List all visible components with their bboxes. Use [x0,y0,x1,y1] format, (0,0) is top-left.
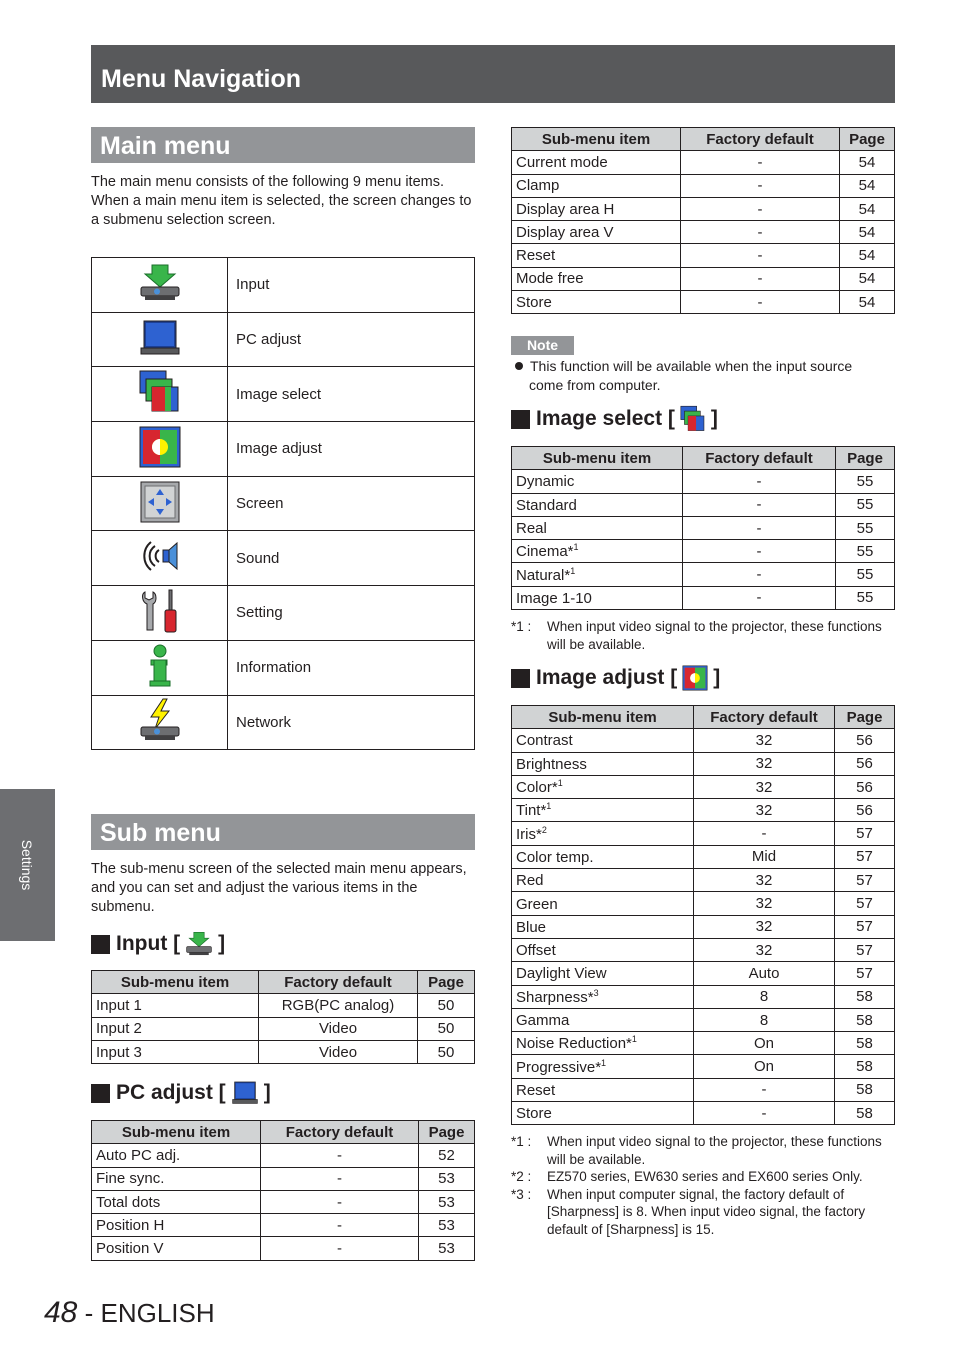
cell-page: 58 [835,1078,895,1101]
table-row [512,1055,895,1078]
sub-menu-description: The sub-menu screen of the selected main menu appears, and you can set and adjust the various items in the submenu. [91,861,467,915]
cell-item [512,915,694,938]
cell-page: 54 [840,221,895,244]
cell-item-text: Noise Reduction* [516,1035,632,1053]
pc-adjust-section-close: ] [263,1081,271,1104]
cell-default: - [681,197,840,220]
cell-default: - [681,174,840,197]
col-sub-menu-item: Sub-menu item [512,706,694,729]
side-tab-settings[interactable] [0,789,55,941]
cell-default: 32 [694,869,835,892]
cell-item-text: Store [516,1105,552,1123]
image-adjust-section-close: ] [713,666,721,689]
table-row [512,540,895,563]
cell-item-sup: 1 [631,1034,637,1045]
cell-page: 53 [419,1237,475,1260]
sub-menu-title: Sub menu [91,814,475,850]
image-select-footnote [511,618,895,653]
main-menu-label-network: Network [228,695,475,750]
col-sub-menu-item: Sub-menu item [92,971,259,994]
cell-item [512,729,694,752]
input-section-title: Input [ [116,932,181,955]
main-menu-row-setting[interactable] [92,586,475,641]
cell-default: 32 [694,775,835,798]
cell-page: 53 [419,1167,475,1190]
cell-page: 57 [835,822,895,845]
image-select-section-title: Image select [ [536,407,675,430]
pc-adjust-icon [230,1080,260,1106]
main-menu-label-setting: Setting [228,586,475,641]
footer-language: - ENGLISH [84,1298,215,1328]
cell-item [512,892,694,915]
cell-page: 56 [835,799,895,822]
cell-item: Store [512,291,681,314]
cell-default: Video [259,1040,418,1063]
cell-default: - [261,1144,419,1167]
table-row [512,845,895,868]
table-row [512,869,895,892]
cell-page: 55 [836,493,895,516]
cell-page: 55 [836,563,895,586]
table-row [92,1167,475,1190]
table-row [92,1017,475,1040]
note-text [511,357,881,395]
col-factory-default: Factory default [261,1121,419,1144]
setting-icon [92,586,228,641]
cell-item [512,1032,694,1055]
cell-page: 57 [835,962,895,985]
main-menu-label-information: Information [228,640,475,695]
cell-item: Current mode [512,151,681,174]
cell-page: 55 [836,540,895,563]
footnote-text: When input video signal to the projector, these functions will be available. [547,619,882,652]
cell-item [512,586,683,609]
footnote-mark: *3 : [511,1186,532,1202]
col-factory-default: Factory default [683,447,836,470]
cell-item-text: Green [516,895,558,913]
header-bar [91,45,895,103]
table-row [512,1102,895,1125]
main-menu-label-image-select: Image select [228,367,475,422]
cell-default: Auto [694,962,835,985]
image-select-table [511,446,895,610]
table-row [512,151,895,174]
main-menu-row-screen[interactable] [92,476,475,531]
input-icon [92,258,228,313]
image-adjust-footnotes [511,1133,895,1238]
pc-adjust-continued-table [511,127,895,314]
image-adjust-table [511,705,895,1125]
cell-default: - [683,586,836,609]
footnote-mark: *2 : [511,1169,532,1184]
cell-item-sup: 2 [541,824,547,835]
cell-default: - [681,244,840,267]
cell-item: Total dots [92,1190,261,1213]
main-menu-description-2: When a main menu item is selected, the screen changes to a submenu selection screen. [91,193,472,228]
cell-item-sup: 1 [601,1057,607,1068]
input-section-heading [91,929,225,959]
table-row [512,244,895,267]
cell-item-text: Dynamic [516,473,575,491]
cell-item [512,493,683,516]
footnote-mark: *1 : [511,619,532,634]
cell-item: Position V [92,1237,261,1260]
cell-page: 54 [840,244,895,267]
cell-page: 50 [418,1040,475,1063]
image-select-section-close: ] [710,407,718,430]
table-row [512,174,895,197]
main-menu-row-pc-adjust[interactable] [92,312,475,367]
cell-page: 52 [419,1144,475,1167]
cell-default: - [683,516,836,539]
note-line-1: This function will be available when the input source [530,358,853,374]
bullet-square [511,669,530,688]
cell-item [512,799,694,822]
cell-item-sup: 1 [557,778,563,789]
cell-item-text: Reset [516,1081,556,1099]
cell-item: Clamp [512,174,681,197]
main-menu-row-network[interactable] [92,695,475,750]
col-sub-menu-item: Sub-menu item [512,447,683,470]
screen-icon [92,476,228,531]
cell-page: 57 [835,915,895,938]
cell-page: 54 [840,267,895,290]
cell-page: 58 [835,1102,895,1125]
main-menu-row-image-select[interactable] [92,367,475,422]
cell-page: 54 [840,291,895,314]
cell-item: Reset [512,244,681,267]
cell-item: Display area H [512,197,681,220]
cell-item-sup: 1 [546,801,552,812]
network-icon [92,695,228,750]
table-row [512,799,895,822]
cell-default: 32 [694,799,835,822]
image-select-section-heading [511,404,718,434]
cell-item-text: Real [516,520,547,538]
table-row [512,729,895,752]
cell-item-sup: 3 [593,987,599,998]
cell-item: Input 3 [92,1040,259,1063]
cell-default: - [683,493,836,516]
cell-default: - [694,1102,835,1125]
page-footer [44,1296,215,1330]
cell-page: 57 [835,892,895,915]
cell-item-text: Iris* [516,825,542,843]
cell-item-text: Blue [516,918,547,936]
information-icon [92,640,228,695]
cell-item-text: Tint* [516,802,547,820]
footnote-mark: *1 : [511,1134,532,1149]
cell-page: 56 [835,752,895,775]
cell-default: Video [259,1017,418,1040]
col-sub-menu-item: Sub-menu item [92,1121,261,1144]
cell-default: - [261,1167,419,1190]
table-row [512,221,895,244]
page-title: Menu Navigation [101,65,302,93]
cell-page: 55 [836,586,895,609]
cell-item: Input 2 [92,1017,259,1040]
note-line-2: come from computer. [529,377,661,393]
cell-page: 54 [840,197,895,220]
table-row [512,938,895,961]
main-menu-label-image-adjust: Image adjust [228,422,475,477]
cell-default: On [694,1055,835,1078]
cell-item-text: Contrast [516,732,573,750]
cell-default: 32 [694,729,835,752]
cell-page: 58 [835,985,895,1008]
cell-item [512,938,694,961]
table-row [92,1144,475,1167]
cell-item: Position H [92,1214,261,1237]
image-select-icon [92,367,228,422]
main-menu-label-sound: Sound [228,531,475,586]
table-row [512,892,895,915]
table-row [512,470,895,493]
image-adjust-icon [681,664,709,692]
table-row [92,1237,475,1260]
cell-item-text: Daylight View [516,965,607,983]
cell-item-text: Cinema* [516,543,574,561]
cell-default: - [261,1214,419,1237]
cell-item [512,845,694,868]
table-row [512,197,895,220]
side-tab-label: Settings [19,839,35,891]
cell-page: 56 [835,729,895,752]
table-row [92,1040,475,1063]
cell-item-text: Standard [516,496,577,514]
main-menu-title: Main menu [91,127,475,163]
cell-item-text: Red [516,872,544,890]
cell-default: Mid [694,845,835,868]
table-row [92,994,475,1017]
cell-item: Display area V [512,221,681,244]
cell-page: 57 [835,938,895,961]
cell-default: - [261,1237,419,1260]
cell-item-text: Color temp. [516,848,594,866]
table-row [92,1214,475,1237]
col-page: Page [835,706,895,729]
cell-page: 55 [836,470,895,493]
cell-item-text: Progressive* [516,1058,602,1076]
col-factory-default: Factory default [681,128,840,151]
col-factory-default: Factory default [259,971,418,994]
cell-item [512,540,683,563]
cell-page: 50 [418,994,475,1017]
cell-default: - [681,221,840,244]
col-page: Page [840,128,895,151]
pc-adjust-section-title: PC adjust [ [116,1081,226,1104]
cell-page: 53 [419,1214,475,1237]
cell-item [512,1055,694,1078]
col-page: Page [419,1121,475,1144]
table-row [512,1008,895,1031]
table-row [512,985,895,1008]
cell-page: 58 [835,1055,895,1078]
cell-page: 57 [835,869,895,892]
cell-item [512,775,694,798]
bullet-dot [515,362,523,370]
cell-item [512,985,694,1008]
cell-default: On [694,1032,835,1055]
bullet-square [511,410,530,429]
main-menu-label-screen: Screen [228,476,475,531]
input-table [91,970,475,1064]
table-row [512,493,895,516]
cell-item-text: Natural* [516,566,571,584]
col-sub-menu-item: Sub-menu item [512,128,681,151]
note-badge: Note [511,336,574,355]
cell-default: 32 [694,938,835,961]
cell-item: Fine sync. [92,1167,261,1190]
cell-default: - [694,822,835,845]
table-row [512,915,895,938]
main-menu-row-information[interactable] [92,640,475,695]
table-row [512,962,895,985]
table-row [92,1190,475,1213]
cell-item [512,962,694,985]
bullet-square [91,1084,110,1103]
input-section-close: ] [218,932,226,955]
cell-item-text: Image 1-10 [516,589,592,607]
image-adjust-section-title: Image adjust [ [536,666,678,689]
main-menu-row-input[interactable] [92,258,475,313]
cell-page: 54 [840,174,895,197]
cell-item [512,752,694,775]
main-menu-label-pc-adjust: PC adjust [228,312,475,367]
cell-item [512,1102,694,1125]
cell-item-text: Color* [516,779,558,797]
cell-default: - [683,540,836,563]
cell-item [512,470,683,493]
cell-item: Auto PC adj. [92,1144,261,1167]
bullet-square [91,935,110,954]
input-icon [184,931,214,957]
main-menu-row-image-adjust[interactable] [92,422,475,477]
cell-item [512,869,694,892]
cell-page: 56 [835,775,895,798]
cell-default: 32 [694,892,835,915]
cell-default: 32 [694,915,835,938]
table-row [512,563,895,586]
page-number: 48 [44,1296,78,1329]
cell-item [512,1008,694,1031]
cell-item-sup: 1 [573,542,579,553]
table-row [512,752,895,775]
footnote-text: EZ570 series, EW630 series and EX600 series Only. [547,1169,863,1184]
cell-item-text: Gamma [516,1012,570,1029]
image-adjust-section-heading [511,663,720,693]
main-menu-label-input: Input [228,258,475,313]
table-row [512,822,895,845]
image-select-icon [679,405,707,433]
cell-page: 53 [419,1190,475,1213]
cell-default: 32 [694,752,835,775]
table-row [512,516,895,539]
main-menu-description-1: The main menu consists of the following 9 menu items. [91,174,444,190]
table-row [512,267,895,290]
cell-page: 58 [835,1008,895,1031]
cell-item [512,563,683,586]
image-adjust-icon [92,422,228,477]
pc-adjust-section-heading [91,1078,271,1108]
cell-item-sup: 1 [570,565,576,576]
pc-adjust-icon [92,312,228,367]
cell-page: 55 [836,516,895,539]
cell-default: 8 [694,1008,835,1031]
table-row [512,586,895,609]
table-row [512,291,895,314]
cell-item [512,822,694,845]
cell-item: Input 1 [92,994,259,1017]
table-row [512,1032,895,1055]
cell-item [512,1078,694,1101]
cell-item: Mode free [512,267,681,290]
pc-adjust-table [91,1120,475,1261]
col-page: Page [418,971,475,994]
cell-default: RGB(PC analog) [259,994,418,1017]
cell-default: - [683,563,836,586]
cell-page: 58 [835,1032,895,1055]
cell-default: - [681,267,840,290]
cell-page: 50 [418,1017,475,1040]
cell-item-text: Sharpness* [516,988,594,1006]
main-menu-description [91,173,475,230]
sound-icon [92,531,228,586]
col-factory-default: Factory default [694,706,835,729]
cell-item-text: Offset [516,942,556,960]
cell-default: 8 [694,985,835,1008]
col-page: Page [836,447,895,470]
table-row [512,1078,895,1101]
table-row [512,775,895,798]
cell-default: - [681,151,840,174]
main-menu-table [91,257,475,750]
cell-page: 57 [835,845,895,868]
cell-item [512,516,683,539]
main-menu-row-sound[interactable] [92,531,475,586]
cell-default: - [681,291,840,314]
footnote-text: When input computer signal, the factory default of [Sharpness] is 8. When input video signal, the factory default of [Sharpness] is 15. [547,1186,866,1237]
cell-page: 54 [840,151,895,174]
cell-item-text: Brightness [516,755,587,773]
footnote-text: When input video signal to the projector, these functions will be available. [547,1134,882,1167]
cell-default: - [683,470,836,493]
cell-default: - [261,1190,419,1213]
cell-default: - [694,1078,835,1101]
